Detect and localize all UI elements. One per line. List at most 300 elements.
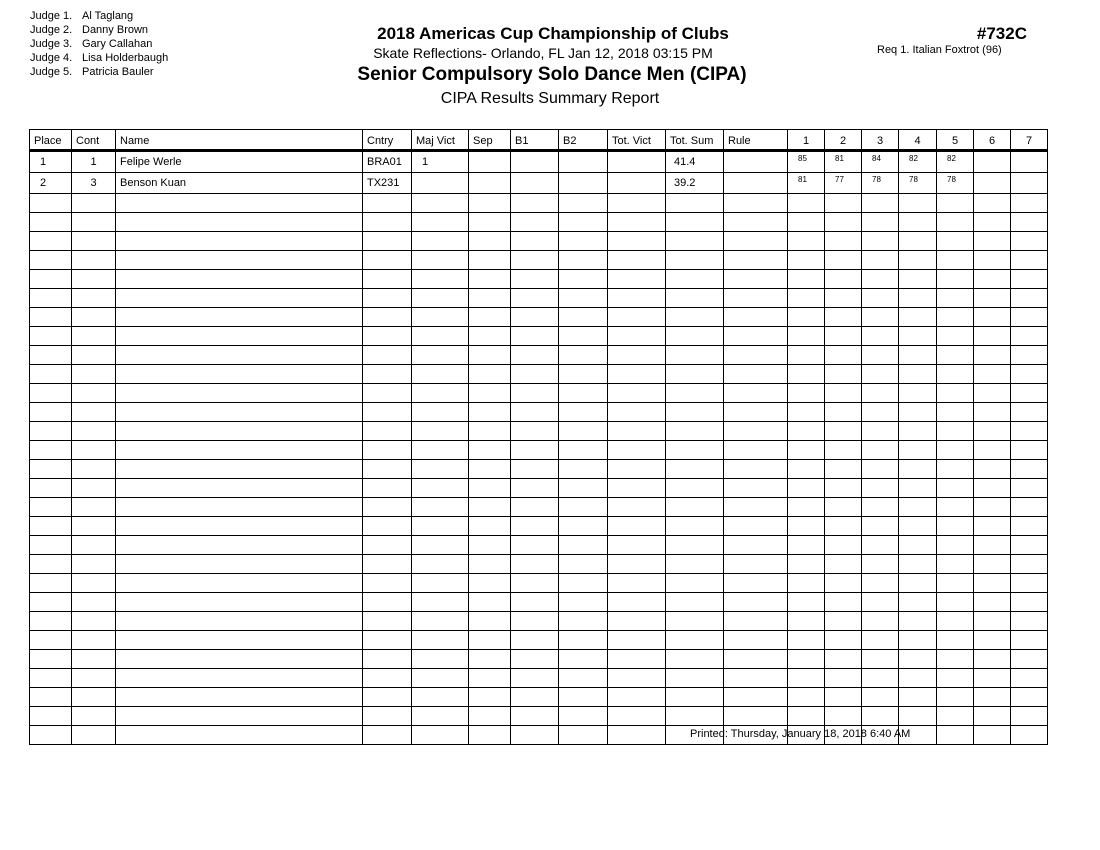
empty-cell bbox=[862, 612, 899, 631]
empty-cell bbox=[72, 574, 116, 593]
empty-cell bbox=[608, 517, 666, 536]
empty-cell bbox=[608, 460, 666, 479]
empty-cell bbox=[363, 308, 412, 327]
empty-table-row bbox=[30, 536, 1048, 555]
empty-cell bbox=[937, 327, 974, 346]
empty-cell bbox=[937, 669, 974, 688]
empty-cell bbox=[608, 232, 666, 251]
empty-cell bbox=[666, 574, 724, 593]
judge-entry: Judge 3. Gary Callahan bbox=[30, 38, 153, 50]
empty-cell bbox=[788, 270, 825, 289]
empty-cell bbox=[559, 232, 608, 251]
empty-table-row bbox=[30, 327, 1048, 346]
empty-cell bbox=[363, 422, 412, 441]
empty-cell bbox=[788, 479, 825, 498]
empty-cell bbox=[825, 707, 862, 726]
empty-cell bbox=[1011, 289, 1048, 308]
empty-cell bbox=[724, 365, 788, 384]
empty-cell bbox=[511, 327, 559, 346]
empty-cell bbox=[899, 365, 937, 384]
empty-cell bbox=[511, 384, 559, 403]
empty-cell bbox=[363, 479, 412, 498]
empty-cell bbox=[825, 422, 862, 441]
empty-cell bbox=[116, 517, 363, 536]
empty-cell bbox=[30, 536, 72, 555]
empty-cell bbox=[974, 327, 1011, 346]
empty-cell bbox=[412, 441, 469, 460]
cell-cont: 1 bbox=[72, 151, 116, 173]
empty-cell bbox=[469, 631, 511, 650]
empty-cell bbox=[608, 593, 666, 612]
empty-cell bbox=[116, 574, 363, 593]
empty-cell bbox=[469, 536, 511, 555]
empty-cell bbox=[30, 688, 72, 707]
empty-cell bbox=[559, 688, 608, 707]
col-judge-1: 1 bbox=[788, 130, 825, 151]
empty-cell bbox=[608, 707, 666, 726]
empty-cell bbox=[974, 726, 1011, 745]
competition-title: 2018 Americas Cup Championship of Clubs bbox=[377, 24, 729, 43]
empty-cell bbox=[559, 327, 608, 346]
empty-table-row bbox=[30, 194, 1048, 213]
empty-cell bbox=[724, 384, 788, 403]
empty-cell bbox=[363, 631, 412, 650]
empty-cell bbox=[116, 213, 363, 232]
empty-cell bbox=[899, 422, 937, 441]
empty-cell bbox=[469, 422, 511, 441]
empty-cell bbox=[862, 403, 899, 422]
empty-cell bbox=[862, 327, 899, 346]
empty-cell bbox=[412, 403, 469, 422]
empty-cell bbox=[30, 327, 72, 346]
empty-cell bbox=[469, 460, 511, 479]
empty-cell bbox=[72, 232, 116, 251]
empty-cell bbox=[862, 669, 899, 688]
empty-cell bbox=[116, 460, 363, 479]
empty-cell bbox=[788, 574, 825, 593]
col-place: Place bbox=[30, 130, 72, 151]
empty-cell bbox=[724, 498, 788, 517]
empty-cell bbox=[30, 232, 72, 251]
empty-cell bbox=[116, 669, 363, 688]
empty-cell bbox=[363, 441, 412, 460]
empty-cell bbox=[72, 384, 116, 403]
empty-cell bbox=[724, 441, 788, 460]
empty-cell bbox=[412, 194, 469, 213]
empty-table-row bbox=[30, 707, 1048, 726]
empty-cell bbox=[412, 251, 469, 270]
empty-cell bbox=[30, 441, 72, 460]
empty-cell bbox=[937, 498, 974, 517]
col-cont: Cont bbox=[72, 130, 116, 151]
empty-cell bbox=[116, 650, 363, 669]
empty-cell bbox=[511, 631, 559, 650]
empty-cell bbox=[825, 498, 862, 517]
empty-cell bbox=[559, 384, 608, 403]
empty-cell bbox=[788, 403, 825, 422]
empty-cell bbox=[666, 270, 724, 289]
empty-cell bbox=[788, 194, 825, 213]
empty-cell bbox=[899, 631, 937, 650]
empty-cell bbox=[608, 327, 666, 346]
cell-b2 bbox=[559, 151, 608, 173]
empty-cell bbox=[899, 289, 937, 308]
empty-cell bbox=[559, 213, 608, 232]
empty-table-row bbox=[30, 251, 1048, 270]
empty-cell bbox=[1011, 498, 1048, 517]
empty-cell bbox=[899, 327, 937, 346]
empty-cell bbox=[666, 194, 724, 213]
empty-cell bbox=[862, 213, 899, 232]
cell-b1 bbox=[511, 151, 559, 173]
empty-cell bbox=[363, 194, 412, 213]
empty-table-row bbox=[30, 498, 1048, 517]
empty-cell bbox=[116, 365, 363, 384]
empty-cell bbox=[825, 289, 862, 308]
empty-cell bbox=[72, 688, 116, 707]
empty-cell bbox=[469, 707, 511, 726]
empty-cell bbox=[412, 213, 469, 232]
empty-cell bbox=[469, 517, 511, 536]
empty-cell bbox=[559, 346, 608, 365]
empty-cell bbox=[469, 289, 511, 308]
empty-cell bbox=[1011, 384, 1048, 403]
empty-cell bbox=[363, 403, 412, 422]
empty-cell bbox=[559, 517, 608, 536]
empty-cell bbox=[72, 631, 116, 650]
cell-cntry: BRA01 bbox=[363, 151, 412, 173]
empty-cell bbox=[511, 308, 559, 327]
empty-cell bbox=[608, 289, 666, 308]
empty-cell bbox=[788, 213, 825, 232]
empty-cell bbox=[412, 593, 469, 612]
empty-cell bbox=[825, 669, 862, 688]
empty-cell bbox=[899, 384, 937, 403]
empty-cell bbox=[363, 726, 412, 745]
empty-cell bbox=[559, 365, 608, 384]
empty-cell bbox=[559, 593, 608, 612]
empty-cell bbox=[30, 289, 72, 308]
empty-cell bbox=[788, 612, 825, 631]
empty-cell bbox=[899, 650, 937, 669]
empty-cell bbox=[937, 289, 974, 308]
empty-table-row bbox=[30, 612, 1048, 631]
empty-cell bbox=[608, 536, 666, 555]
empty-cell bbox=[666, 479, 724, 498]
empty-cell bbox=[30, 479, 72, 498]
empty-cell bbox=[72, 403, 116, 422]
empty-table-row bbox=[30, 593, 1048, 612]
empty-cell bbox=[825, 403, 862, 422]
empty-cell bbox=[974, 555, 1011, 574]
empty-cell bbox=[724, 650, 788, 669]
empty-cell bbox=[724, 517, 788, 536]
empty-cell bbox=[72, 536, 116, 555]
empty-cell bbox=[116, 631, 363, 650]
empty-cell bbox=[937, 308, 974, 327]
empty-cell bbox=[974, 403, 1011, 422]
col-rule: Rule bbox=[724, 130, 788, 151]
empty-cell bbox=[363, 251, 412, 270]
col-b2: B2 bbox=[559, 130, 608, 151]
empty-cell bbox=[363, 536, 412, 555]
empty-cell bbox=[788, 669, 825, 688]
empty-cell bbox=[116, 308, 363, 327]
empty-cell bbox=[974, 631, 1011, 650]
empty-cell bbox=[825, 612, 862, 631]
empty-cell bbox=[469, 384, 511, 403]
empty-cell bbox=[899, 441, 937, 460]
empty-cell bbox=[937, 479, 974, 498]
empty-cell bbox=[788, 650, 825, 669]
empty-cell bbox=[469, 308, 511, 327]
empty-cell bbox=[666, 536, 724, 555]
empty-cell bbox=[363, 555, 412, 574]
empty-cell bbox=[469, 346, 511, 365]
empty-cell bbox=[937, 403, 974, 422]
empty-cell bbox=[899, 479, 937, 498]
empty-cell bbox=[899, 251, 937, 270]
empty-cell bbox=[30, 498, 72, 517]
empty-cell bbox=[937, 422, 974, 441]
cell-rule bbox=[724, 173, 788, 194]
empty-cell bbox=[469, 574, 511, 593]
empty-cell bbox=[1011, 460, 1048, 479]
empty-cell bbox=[30, 707, 72, 726]
empty-cell bbox=[899, 536, 937, 555]
cell-b1 bbox=[511, 173, 559, 194]
empty-cell bbox=[511, 479, 559, 498]
empty-cell bbox=[862, 479, 899, 498]
empty-cell bbox=[862, 194, 899, 213]
empty-cell bbox=[559, 612, 608, 631]
empty-cell bbox=[608, 555, 666, 574]
empty-cell bbox=[937, 555, 974, 574]
empty-cell bbox=[1011, 707, 1048, 726]
empty-cell bbox=[363, 346, 412, 365]
empty-cell bbox=[974, 460, 1011, 479]
empty-cell bbox=[974, 441, 1011, 460]
empty-cell bbox=[363, 612, 412, 631]
empty-cell bbox=[724, 631, 788, 650]
empty-cell bbox=[608, 213, 666, 232]
empty-cell bbox=[30, 403, 72, 422]
empty-cell bbox=[724, 194, 788, 213]
empty-cell bbox=[72, 726, 116, 745]
empty-cell bbox=[559, 650, 608, 669]
empty-cell bbox=[511, 441, 559, 460]
empty-cell bbox=[116, 289, 363, 308]
empty-cell bbox=[1011, 232, 1048, 251]
empty-cell bbox=[937, 384, 974, 403]
empty-cell bbox=[937, 232, 974, 251]
empty-cell bbox=[511, 365, 559, 384]
empty-cell bbox=[559, 270, 608, 289]
empty-cell bbox=[788, 707, 825, 726]
empty-cell bbox=[363, 707, 412, 726]
empty-cell bbox=[724, 403, 788, 422]
empty-cell bbox=[788, 688, 825, 707]
empty-cell bbox=[72, 327, 116, 346]
empty-cell bbox=[974, 194, 1011, 213]
printed-timestamp: Printed: Thursday, January 18, 2018 6:40 AM bbox=[690, 728, 911, 740]
empty-cell bbox=[974, 707, 1011, 726]
empty-cell bbox=[363, 517, 412, 536]
empty-cell bbox=[862, 384, 899, 403]
empty-cell bbox=[30, 612, 72, 631]
event-number: #732C bbox=[976, 24, 1027, 43]
empty-cell bbox=[608, 631, 666, 650]
empty-cell bbox=[30, 517, 72, 536]
empty-cell bbox=[788, 441, 825, 460]
empty-cell bbox=[937, 460, 974, 479]
empty-cell bbox=[469, 593, 511, 612]
empty-cell bbox=[974, 574, 1011, 593]
judge-entry: Judge 4. Lisa Holderbaugh bbox=[30, 52, 169, 64]
cell-maj-vict bbox=[412, 173, 469, 194]
empty-cell bbox=[363, 365, 412, 384]
empty-table-row bbox=[30, 232, 1048, 251]
empty-cell bbox=[899, 669, 937, 688]
cell-judge-5: 82 bbox=[937, 151, 974, 173]
empty-cell bbox=[788, 536, 825, 555]
cell-tot-vict bbox=[608, 151, 666, 173]
empty-table-row bbox=[30, 555, 1048, 574]
empty-cell bbox=[608, 384, 666, 403]
empty-cell bbox=[116, 498, 363, 517]
empty-cell bbox=[937, 688, 974, 707]
col-judge-2: 2 bbox=[825, 130, 862, 151]
empty-cell bbox=[559, 498, 608, 517]
empty-cell bbox=[724, 422, 788, 441]
empty-cell bbox=[559, 422, 608, 441]
empty-cell bbox=[666, 555, 724, 574]
empty-cell bbox=[363, 270, 412, 289]
empty-cell bbox=[511, 422, 559, 441]
empty-table-row bbox=[30, 669, 1048, 688]
empty-cell bbox=[469, 270, 511, 289]
empty-cell bbox=[825, 574, 862, 593]
col-sep: Sep bbox=[469, 130, 511, 151]
report-title: CIPA Results Summary Report bbox=[440, 90, 660, 107]
empty-cell bbox=[724, 213, 788, 232]
empty-cell bbox=[412, 365, 469, 384]
empty-cell bbox=[1011, 517, 1048, 536]
empty-cell bbox=[72, 593, 116, 612]
empty-cell bbox=[974, 346, 1011, 365]
requirement: Req 1. Italian Foxtrot (96) bbox=[877, 44, 1002, 56]
cell-tot-sum: 41.4 bbox=[666, 151, 724, 173]
empty-cell bbox=[974, 289, 1011, 308]
empty-cell bbox=[72, 498, 116, 517]
empty-cell bbox=[116, 251, 363, 270]
empty-cell bbox=[974, 612, 1011, 631]
empty-cell bbox=[1011, 726, 1048, 745]
empty-cell bbox=[363, 384, 412, 403]
empty-cell bbox=[363, 213, 412, 232]
empty-cell bbox=[666, 308, 724, 327]
empty-cell bbox=[974, 384, 1011, 403]
empty-cell bbox=[72, 517, 116, 536]
empty-cell bbox=[363, 650, 412, 669]
cell-judge-1: 81 bbox=[788, 173, 825, 194]
empty-cell bbox=[899, 688, 937, 707]
empty-cell bbox=[1011, 688, 1048, 707]
empty-cell bbox=[974, 479, 1011, 498]
cell-sep bbox=[469, 151, 511, 173]
cell-judge-6 bbox=[974, 173, 1011, 194]
empty-cell bbox=[608, 365, 666, 384]
empty-cell bbox=[72, 707, 116, 726]
empty-cell bbox=[72, 194, 116, 213]
empty-cell bbox=[937, 441, 974, 460]
empty-cell bbox=[1011, 308, 1048, 327]
empty-cell bbox=[511, 251, 559, 270]
empty-cell bbox=[666, 251, 724, 270]
cell-judge-4: 78 bbox=[899, 173, 937, 194]
empty-cell bbox=[1011, 403, 1048, 422]
empty-cell bbox=[724, 327, 788, 346]
empty-cell bbox=[412, 422, 469, 441]
empty-cell bbox=[974, 422, 1011, 441]
judge-entry: Judge 5. Patricia Bauler bbox=[30, 66, 154, 78]
empty-cell bbox=[825, 441, 862, 460]
empty-cell bbox=[974, 593, 1011, 612]
cell-rule bbox=[724, 151, 788, 173]
empty-cell bbox=[469, 688, 511, 707]
empty-cell bbox=[937, 536, 974, 555]
empty-cell bbox=[666, 346, 724, 365]
empty-cell bbox=[1011, 593, 1048, 612]
empty-cell bbox=[862, 555, 899, 574]
empty-cell bbox=[511, 460, 559, 479]
empty-cell bbox=[788, 384, 825, 403]
empty-cell bbox=[937, 213, 974, 232]
empty-cell bbox=[825, 308, 862, 327]
empty-cell bbox=[666, 631, 724, 650]
empty-cell bbox=[363, 593, 412, 612]
empty-cell bbox=[412, 536, 469, 555]
empty-cell bbox=[608, 688, 666, 707]
empty-table-row bbox=[30, 517, 1048, 536]
empty-cell bbox=[608, 270, 666, 289]
empty-cell bbox=[825, 384, 862, 403]
empty-cell bbox=[825, 479, 862, 498]
empty-cell bbox=[899, 308, 937, 327]
empty-cell bbox=[724, 479, 788, 498]
empty-cell bbox=[666, 612, 724, 631]
empty-cell bbox=[862, 365, 899, 384]
empty-cell bbox=[30, 593, 72, 612]
empty-table-row bbox=[30, 213, 1048, 232]
empty-table-row bbox=[30, 574, 1048, 593]
empty-cell bbox=[666, 384, 724, 403]
empty-cell bbox=[825, 460, 862, 479]
empty-cell bbox=[1011, 536, 1048, 555]
empty-cell bbox=[666, 669, 724, 688]
empty-cell bbox=[825, 593, 862, 612]
empty-cell bbox=[511, 726, 559, 745]
empty-cell bbox=[511, 213, 559, 232]
empty-cell bbox=[1011, 327, 1048, 346]
empty-cell bbox=[1011, 213, 1048, 232]
empty-cell bbox=[412, 479, 469, 498]
empty-cell bbox=[862, 593, 899, 612]
empty-cell bbox=[469, 251, 511, 270]
col-judge-3: 3 bbox=[862, 130, 899, 151]
empty-cell bbox=[724, 574, 788, 593]
empty-cell bbox=[974, 688, 1011, 707]
